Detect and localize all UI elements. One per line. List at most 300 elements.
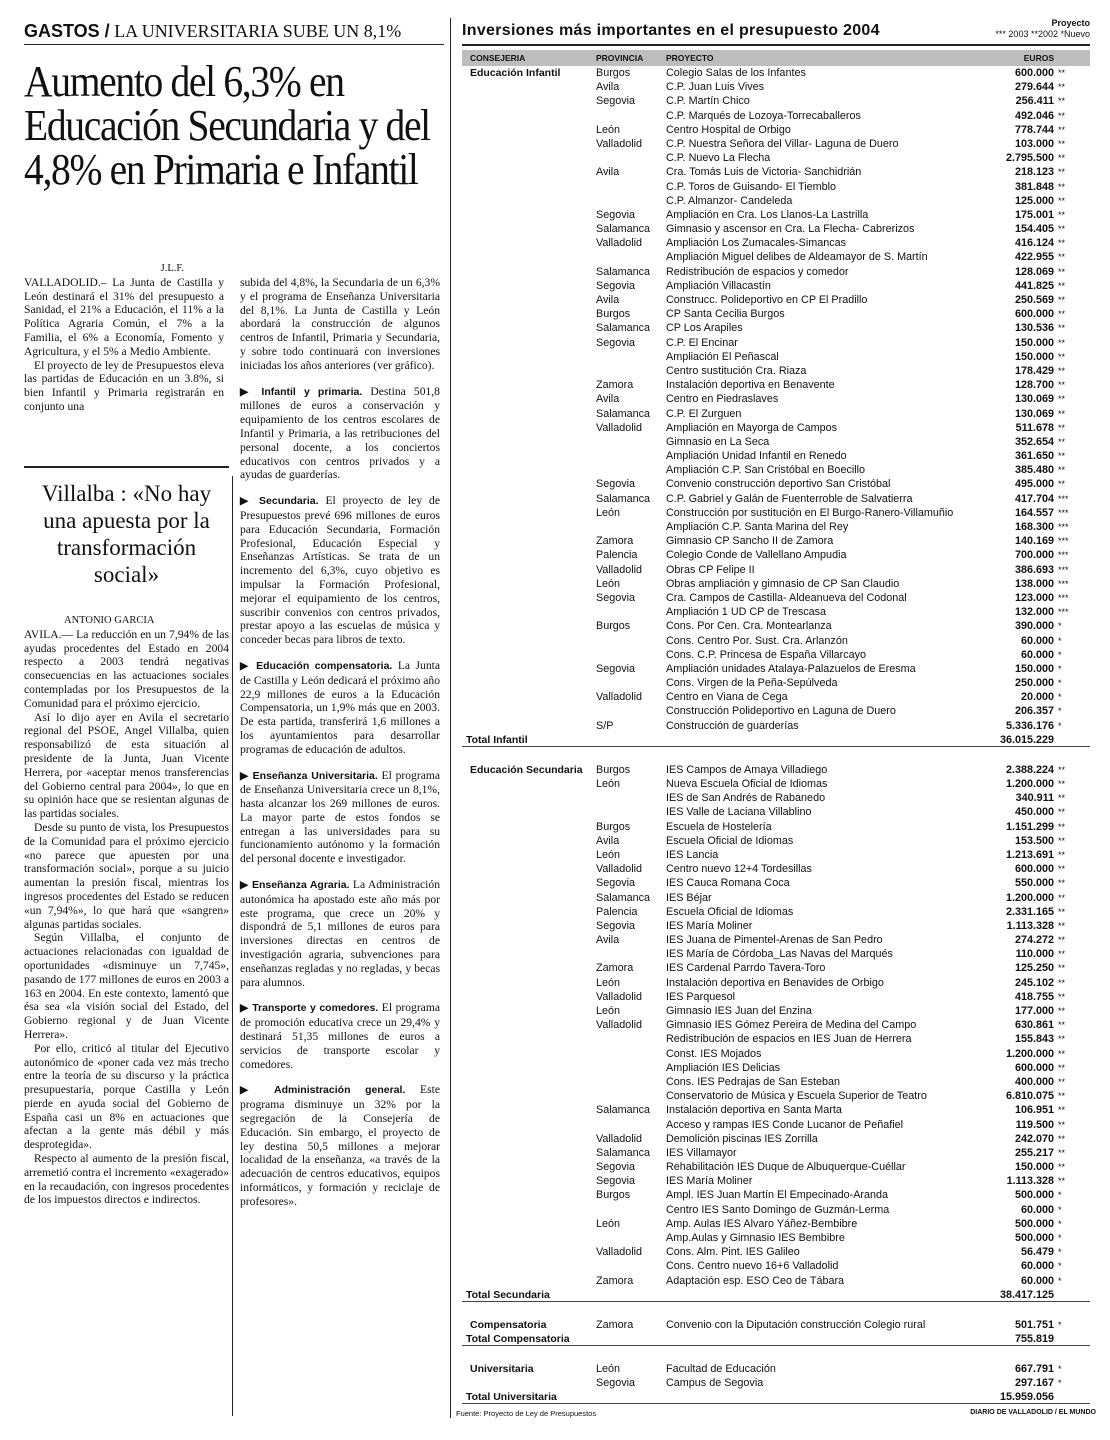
row-proyecto: Cons. Virgen de la Peña-Sepúlveda (666, 677, 838, 690)
table-row (462, 350, 1090, 364)
row-mark: ** (1058, 793, 1066, 804)
row-euros: 60.000 (1020, 1203, 1054, 1216)
row-proyecto: Centro sustitución Cra. Riaza (666, 364, 807, 377)
table-row (462, 1188, 1090, 1202)
table-row (462, 1259, 1090, 1273)
table-row (462, 805, 1090, 819)
side-article-top-rule (24, 466, 229, 468)
row-euros: 381.848 (1014, 180, 1054, 193)
row-mark: ** (1058, 209, 1066, 220)
row-mark: ** (1058, 878, 1066, 889)
row-euros: 256.411 (1015, 95, 1054, 108)
row-euros: 495.000 (1014, 478, 1054, 491)
row-euros: 60.000 (1020, 648, 1054, 661)
row-provincia: Segovia (596, 478, 636, 491)
row-euros: 441.825 (1014, 279, 1054, 292)
row-provincia: Zamora (596, 1318, 634, 1331)
row-mark: ** (1058, 1176, 1066, 1187)
row-mark: * (1058, 1319, 1062, 1330)
row-provincia: León (596, 848, 621, 861)
table-row (462, 648, 1090, 662)
row-euros: 422.955 (1014, 251, 1054, 264)
row-mark: ** (1058, 479, 1066, 490)
table-row (462, 1376, 1090, 1390)
row-euros: 630.861 (1014, 1019, 1054, 1032)
row-proyecto: Colegio Salas de los Infantes (666, 67, 806, 79)
table-row (462, 1061, 1090, 1075)
article-paragraph: El proyecto de ley de Presupuestos eleva las partidas de Educación en un 3.8%, si bien Infantil y Primaria registrarán en conjunto una (24, 358, 224, 413)
row-provincia: Burgos (596, 620, 631, 633)
table-row (462, 1004, 1090, 1018)
row-euros: 500.000 (1014, 1189, 1054, 1202)
section-title: ▶ Secundaria. (240, 495, 319, 508)
row-proyecto: Convenio construcción deportivo San Cristóbal (666, 478, 891, 491)
row-proyecto: Redistribución de espacios y comedor (666, 265, 849, 278)
row-mark: ** (1058, 436, 1066, 447)
section-name: Educación Infantil (470, 67, 561, 79)
row-euros: 400.000 (1014, 1075, 1054, 1088)
table-row (462, 820, 1090, 834)
table-row (462, 591, 1090, 605)
row-mark: ** (1058, 181, 1066, 192)
row-euros: 600.000 (1014, 863, 1054, 876)
header-provincia: PROVINCIA (596, 53, 644, 63)
table-row (462, 534, 1090, 548)
row-proyecto: Gimnasio IES Juan del Enzina (666, 1005, 812, 1017)
section-text: El programa de Enseñanza Universitaria crece un 8,1%, hasta alcanzar los 269 millones de euros. La mayor parte de estos fondos se entregan a las universidades para su funcionamiento autónomo y la formación del personal docente e investigador. (240, 768, 441, 866)
row-proyecto: Construcción Polideportivo en Laguna de Duero (666, 705, 896, 718)
section-name: Educación Secundaria (470, 763, 583, 776)
row-proyecto: Acceso y rampas IES Conde Lucanor de Peñafiel (666, 1118, 904, 1131)
row-mark: ** (1058, 96, 1066, 107)
side-article-byline: ANTONIO GARCIA (64, 615, 155, 626)
row-proyecto: IES Parquesol (666, 990, 736, 1003)
row-euros: 150.000 (1014, 350, 1054, 363)
row-proyecto: Amp. Aulas IES Alvaro Yáñez-Bembibre (666, 1217, 858, 1230)
row-provincia: Segovia (596, 208, 636, 221)
table-row (462, 1362, 1090, 1376)
row-mark: *** (1058, 550, 1069, 561)
row-euros: 103.000 (1014, 137, 1054, 150)
section-title: ▶ Enseñanza Universitaria. (240, 769, 378, 782)
row-mark: ** (1058, 1062, 1066, 1073)
row-provincia: Valladolid (596, 421, 643, 434)
table-row (462, 307, 1090, 321)
row-mark: * (1058, 1190, 1062, 1201)
row-mark: ** (1058, 195, 1066, 206)
table-row (462, 961, 1090, 975)
row-euros: 386.693 (1014, 563, 1054, 576)
row-proyecto: Ampliación en Mayorga de Campos (666, 421, 838, 434)
row-proyecto: Campus de Segovia (666, 1377, 764, 1390)
article-column-1 (24, 262, 224, 414)
row-euros: 416.124 (1014, 237, 1054, 250)
table-row (462, 336, 1090, 350)
row-euros: 2.331.165 (1005, 905, 1054, 918)
row-euros: 177.000 (1014, 1005, 1054, 1017)
row-mark: * (1058, 663, 1062, 674)
row-mark: ** (1058, 1119, 1066, 1130)
row-mark: ** (1058, 963, 1066, 974)
row-proyecto: Cons. Centro nuevo 16+6 Valladolid (666, 1260, 839, 1273)
row-provincia: Salamanca (596, 891, 651, 904)
row-provincia: Segovia (596, 279, 636, 292)
row-euros: 667.791 (1014, 1362, 1054, 1375)
row-proyecto: C.P. El Encinar (666, 336, 738, 349)
row-euros: 20.000 (1020, 691, 1054, 704)
table-row (462, 1203, 1090, 1217)
header-consejeria: CONSEJERIA (470, 53, 526, 63)
table-row (462, 208, 1090, 222)
row-provincia: Zamora (596, 1274, 634, 1287)
row-euros: 178.429 (1014, 364, 1054, 377)
row-euros: 700.000 (1014, 549, 1054, 562)
section-title: ▶ Administración general. (240, 1084, 406, 1097)
row-euros: 250.000 (1014, 677, 1054, 690)
row-mark: *** (1058, 507, 1069, 518)
row-mark: * (1058, 1275, 1062, 1286)
row-mark: ** (1058, 252, 1066, 263)
row-proyecto: Construcción de guarderías (666, 719, 799, 732)
table-row (462, 777, 1090, 791)
row-proyecto: Ampliación C.P. Santa Marina del Rey (666, 521, 849, 533)
row-euros: 140.169 (1014, 535, 1054, 548)
table-row (462, 976, 1090, 990)
row-mark: *** (1058, 607, 1069, 618)
row-mark: ** (1058, 224, 1066, 235)
table-row (462, 848, 1090, 862)
table-row (462, 1217, 1090, 1231)
row-mark: ** (1058, 1105, 1066, 1116)
row-euros: 123.000 (1014, 591, 1054, 604)
article-column-2 (240, 276, 440, 1209)
topic-line (24, 20, 444, 42)
table-row (462, 250, 1090, 264)
table-header (462, 50, 1090, 66)
table-row (462, 1245, 1090, 1259)
table-row (462, 876, 1090, 890)
row-euros: 511.678 (1015, 421, 1054, 434)
table-row (462, 66, 1090, 80)
row-proyecto: Obras CP Felipe II (666, 563, 755, 576)
table-source: Fuente: Proyecto de Ley de Presupuestos (456, 1409, 597, 1418)
topic-text: LA UNIVERSITARIA SUBE UN 8,1% (114, 21, 402, 41)
row-provincia: Salamanca (596, 492, 651, 505)
table-row (462, 563, 1090, 577)
row-euros: 155.843 (1014, 1033, 1054, 1046)
row-proyecto: IES María Moliner (666, 919, 753, 932)
row-mark: * (1058, 720, 1062, 731)
table-row (462, 94, 1090, 108)
row-euros: 119.500 (1015, 1118, 1054, 1131)
topic-rule (24, 44, 444, 45)
row-euros: 168.300 (1014, 521, 1054, 533)
row-euros: 600.000 (1014, 308, 1054, 321)
row-proyecto: Colegio Conde de Vallellano Ampudia (666, 549, 847, 562)
row-provincia: Zamora (596, 379, 634, 392)
row-provincia: Segovia (596, 1377, 636, 1390)
row-proyecto: Ampliación Los Zumacales-Simancas (666, 237, 847, 250)
row-proyecto: IES Béjar (666, 891, 712, 904)
table-row (462, 1118, 1090, 1132)
table-row (462, 577, 1090, 591)
row-euros: 450.000 (1014, 806, 1054, 819)
row-euros: 1.113.328 (1006, 919, 1054, 932)
row-euros: 297.167 (1014, 1377, 1054, 1390)
table-row (462, 137, 1090, 151)
section-total (462, 1390, 1090, 1404)
table-row (462, 1274, 1090, 1288)
table-row (462, 1146, 1090, 1160)
total-label: Total Secundaria (466, 1288, 550, 1301)
row-provincia: Burgos (596, 763, 631, 776)
row-provincia: Zamora (596, 535, 634, 548)
row-mark: ** (1058, 835, 1066, 846)
table-row (462, 763, 1090, 777)
row-provincia: Valladolid (596, 1019, 643, 1032)
row-provincia: Segovia (596, 1175, 636, 1188)
row-provincia: Avila (596, 834, 620, 847)
row-mark: ** (1058, 82, 1066, 93)
row-provincia: Segovia (596, 1161, 636, 1174)
row-proyecto: Cra. Tomás Luis de Victoria- Sanchidrián (666, 166, 862, 179)
row-mark: ** (1058, 1076, 1066, 1087)
row-provincia: León (596, 1362, 621, 1375)
row-mark: * (1058, 1261, 1062, 1272)
row-mark: ** (1058, 892, 1066, 903)
side-article-headline: Villalba : «No hay una apuesta por la transformación social» (41, 481, 212, 587)
table-title: Inversiones más importantes en el presupuesto 2004 (462, 22, 880, 39)
row-provincia: León (596, 506, 621, 519)
row-mark: ** (1058, 394, 1066, 405)
row-provincia: S/P (596, 719, 614, 732)
row-mark: * (1058, 635, 1062, 646)
row-mark: ** (1058, 380, 1066, 391)
row-euros: 250.569 (1014, 294, 1054, 306)
total-value: 755.819 (1014, 1332, 1054, 1345)
table-divider (450, 18, 451, 1418)
row-mark: ** (1058, 351, 1066, 362)
row-euros: 255.217 (1014, 1146, 1054, 1159)
row-provincia: Segovia (596, 336, 636, 349)
row-provincia: Salamanca (596, 1146, 651, 1159)
row-mark: * (1058, 1378, 1062, 1389)
table-row (462, 151, 1090, 165)
row-euros: 125.250 (1014, 962, 1054, 975)
row-euros: 60.000 (1020, 1274, 1054, 1287)
row-proyecto: IES Campos de Amaya Villadiego (666, 763, 828, 776)
table-row (462, 463, 1090, 477)
row-proyecto: Ampliación C.P. San Cristóbal en Boecillo (666, 464, 866, 477)
row-proyecto: Amp.Aulas y Gimnasio IES Bembibre (666, 1232, 845, 1244)
row-proyecto: IES de San Andrés de Rabanedo (666, 792, 826, 805)
row-mark: ** (1058, 408, 1066, 419)
row-mark: ** (1058, 807, 1066, 818)
table-row (462, 1318, 1090, 1332)
row-proyecto: Gimnasio y ascensor en Cra. La Flecha- Cabrerizos (666, 223, 915, 236)
row-provincia: Avila (596, 294, 620, 306)
table-section (462, 1362, 1090, 1404)
row-euros: 2.795.500 (1005, 152, 1054, 165)
section-text: Destina 501,8 millones de euros a conservación y equipamiento de los centros escolares de Infantil y Primaria, a las retribuciones del personal docente, a los conciertos educativos con centros privados y a ayudas de guarderías. (240, 384, 440, 482)
section-text: La Junta de Castilla y León dedicará el próximo año 22,9 millones de euros a la Educación Compensatoria, un 1,9% más que en 2003. De esta partida, transferirá 1,6 millones a los ayuntamientos para desarrollar programas de educación de adultos. (240, 658, 440, 756)
table-row (462, 364, 1090, 378)
article-headline: Aumento del 6,3% en Educación Secundaria y del 4,8% en Primaria e Infantil (24, 57, 430, 194)
table-row (462, 520, 1090, 534)
row-proyecto: Facultad de Educación (666, 1362, 776, 1375)
row-mark: ** (1058, 1147, 1066, 1158)
row-mark: ** (1058, 1091, 1066, 1102)
row-mark: * (1058, 1247, 1062, 1258)
row-euros: 5.336.176 (1005, 719, 1054, 732)
table-row (462, 862, 1090, 876)
row-provincia: Segovia (596, 877, 636, 890)
row-provincia: Zamora (596, 962, 634, 975)
row-euros: 6.810.075 (1005, 1090, 1054, 1103)
total-label: Total Universitaria (466, 1391, 557, 1404)
row-euros: 352.654 (1014, 435, 1054, 448)
section-total (462, 733, 1090, 747)
table-row (462, 180, 1090, 194)
row-proyecto: Instalación deportiva en Benavente (666, 379, 835, 392)
row-provincia: Palencia (596, 549, 638, 562)
row-proyecto: Instalación deportiva en Benavides de Orbigo (666, 976, 884, 989)
row-provincia: Salamanca (596, 223, 651, 236)
row-mark: ** (1058, 991, 1066, 1002)
table-row (462, 990, 1090, 1004)
row-euros: 245.102 (1014, 976, 1054, 989)
table-row (462, 1160, 1090, 1174)
table-row (462, 265, 1090, 279)
row-mark: * (1058, 649, 1062, 660)
row-mark: ** (1058, 153, 1066, 164)
row-euros: 130.069 (1014, 407, 1054, 420)
table-row (462, 1075, 1090, 1089)
table-row (462, 905, 1090, 919)
row-euros: 130.536 (1014, 322, 1054, 335)
row-proyecto: C.P. Nuevo La Flecha (666, 152, 771, 165)
row-proyecto: Conservatorio de Música y Escuela Superior de Teatro (666, 1090, 927, 1103)
row-euros: 274.272 (1014, 934, 1054, 947)
row-proyecto: Cons. Por Cen. Cra. Montearlanza (666, 620, 832, 633)
topic-kicker: GASTOS / (24, 21, 110, 41)
header-euros: EUROS (1023, 53, 1054, 63)
row-provincia: Burgos (596, 820, 631, 833)
table-row (462, 407, 1090, 421)
row-proyecto: IES Juana de Pimentel-Arenas de San Pedro (666, 934, 883, 947)
row-proyecto: Ampliación El Peñascal (666, 350, 779, 363)
row-provincia: Segovia (596, 662, 636, 675)
row-mark: * (1058, 1204, 1062, 1215)
row-proyecto: Redistribución de espacios en IES Juan de Herrera (666, 1033, 912, 1046)
article-paragraph: VALLADOLID.– La Junta de Castilla y León destinará el 31% del presupuesto a Sanidad, el 21% a Educación, el 11% a la Política Agraria Común, el 7% a la Familia, el 6% a Economía, Fomento y Agricultura, y el 5% a Medio Ambiente. (24, 275, 224, 358)
row-mark: ** (1058, 337, 1066, 348)
table-row (462, 1174, 1090, 1188)
row-proyecto: C.P. Almanzor- Candeleda (666, 194, 793, 207)
row-provincia: Palencia (596, 905, 638, 918)
table-legend (970, 18, 1090, 40)
row-provincia: Salamanca (596, 322, 651, 335)
row-mark: ** (1058, 309, 1066, 320)
table-row (462, 676, 1090, 690)
row-proyecto: IES Cauca Romana Coca (666, 877, 790, 890)
row-mark: * (1058, 1363, 1062, 1374)
row-euros: 130.069 (1014, 393, 1054, 406)
row-euros: 500.000 (1014, 1217, 1054, 1230)
row-mark: ** (1058, 764, 1066, 775)
row-euros: 150.000 (1014, 1161, 1054, 1174)
row-euros: 128.069 (1014, 265, 1054, 278)
row-proyecto: IES Lancia (666, 848, 719, 861)
row-proyecto: Cons. Centro Por. Sust. Cra. Arlanzón (666, 634, 848, 647)
row-euros: 418.755 (1014, 990, 1054, 1003)
table-row (462, 662, 1090, 676)
section-text: Este programa disminuye un 32% por la segregación de la Consejería de Educación. Sin embargo, el proyecto de ley destina 50,5 millones a mejorar localidad de la enseñanza, «a través de la adecuación de centros educativos, equipos informáticos, y formación y reciclaje de profesores». (240, 1083, 440, 1208)
row-euros: 1.113.328 (1006, 1175, 1054, 1188)
header-proyecto: PROYECTO (666, 53, 714, 63)
row-mark: * (1058, 692, 1062, 703)
row-provincia: Valladolid (596, 1246, 643, 1259)
row-proyecto: Demolición piscinas IES Zorrilla (666, 1132, 818, 1145)
row-provincia: León (596, 123, 621, 136)
row-euros: 218.123 (1014, 166, 1054, 179)
row-proyecto: Cons. C.P. Princesa de España Villarcayo (666, 648, 867, 661)
row-mark: ** (1058, 365, 1066, 376)
row-proyecto: Ampliación en Cra. Los Llanos-La Lastrilla (666, 208, 869, 221)
row-mark: ** (1058, 1162, 1066, 1173)
row-euros: 385.480 (1014, 464, 1054, 477)
table-row (462, 492, 1090, 506)
row-provincia: León (596, 1005, 621, 1017)
row-euros: 110.000 (1015, 948, 1054, 961)
row-proyecto: C.P. Nuestra Señora del Villar- Laguna de Duero (666, 137, 899, 150)
table-row (462, 690, 1090, 704)
row-euros: 164.557 (1014, 506, 1054, 519)
table-row (462, 919, 1090, 933)
row-mark: ** (1058, 1048, 1066, 1059)
row-proyecto: Ampliación unidades Atalaya-Palazuelos de Eresma (666, 662, 916, 675)
row-euros: 279.644 (1014, 81, 1054, 94)
side-article-paragraph: Así lo dijo ayer en Avila el secretario regional del PSOE, Angel Villalba, quien responsabilizó de esta situación al presidente de la Junta, Juan Vicente Herrera, por «aceptar menos transferencias del Gobierno central para 2004», lo que en su opinión hace que se resientan algunas de las partidas sociales. (24, 710, 229, 821)
table-row (462, 1132, 1090, 1146)
row-provincia: Valladolid (596, 691, 643, 704)
row-euros: 492.046 (1014, 109, 1054, 122)
row-proyecto: Cons. IES Pedrajas de San Esteban (666, 1075, 841, 1088)
row-euros: 1.200.000 (1005, 891, 1054, 904)
row-provincia: Valladolid (596, 1132, 643, 1145)
total-label: Total Infantil (466, 733, 528, 746)
row-euros: 2.388.224 (1005, 763, 1054, 776)
row-proyecto: Centro Hospital de Orbigo (666, 123, 791, 136)
table-credit: DIARIO DE VALLADOLID / EL MUNDO (970, 1409, 1096, 1416)
row-mark: ** (1058, 138, 1066, 149)
table-row (462, 506, 1090, 520)
table-row (462, 477, 1090, 491)
row-proyecto: IES María Moliner (666, 1175, 753, 1188)
row-proyecto: Obras ampliación y gimnasio de CP San Claudio (666, 577, 900, 590)
total-label: Total Compensatoria (466, 1332, 570, 1345)
row-provincia: Salamanca (596, 1104, 651, 1117)
row-proyecto: Cra. Campos de Castilla- Aldeanueva del Codonal (666, 591, 907, 604)
row-mark: ** (1058, 1133, 1066, 1144)
article-byline: J.L.F. (160, 263, 184, 274)
row-proyecto: IES María de Córdoba_Las Navas del Marqués (666, 948, 893, 961)
row-euros: 128.700 (1014, 379, 1054, 392)
table-row (462, 293, 1090, 307)
table-row (462, 449, 1090, 463)
section-gap (462, 747, 1090, 763)
row-provincia: Burgos (596, 67, 631, 79)
